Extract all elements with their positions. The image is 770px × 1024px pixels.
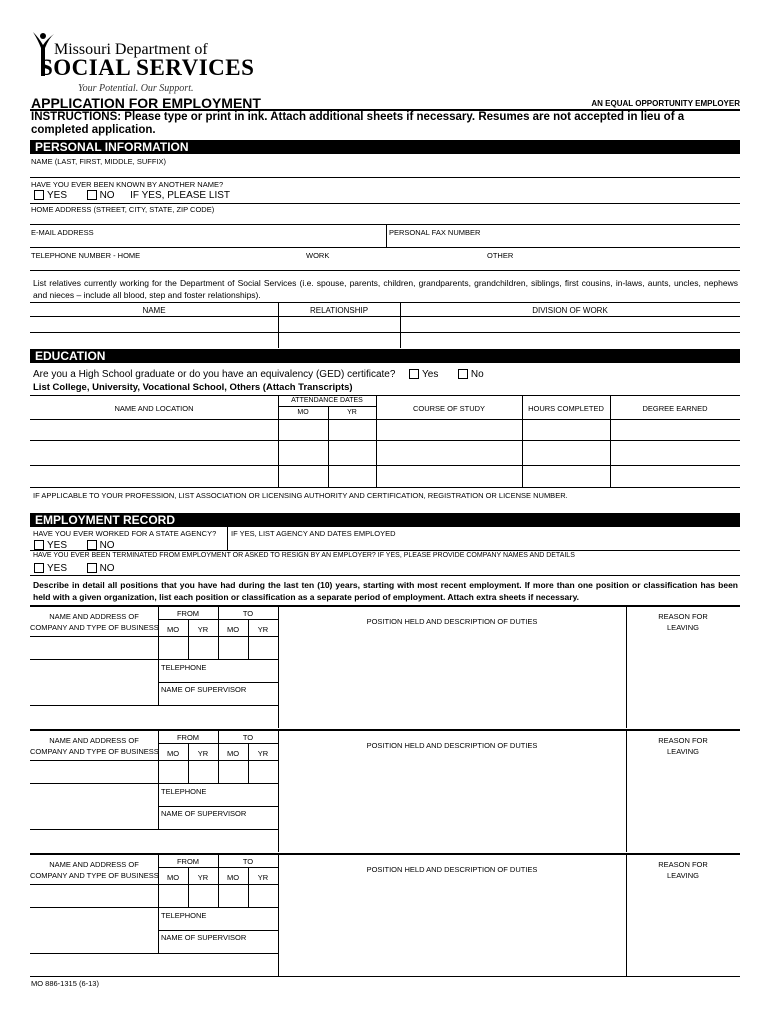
form-number: MO 886-1315 (6-13) [31, 979, 99, 988]
emp3-telephone: TELEPHONE [161, 911, 207, 920]
state-agency-list-label: IF YES, LIST AGENCY AND DATES EMPLOYED [231, 529, 396, 538]
emp2-reason2: LEAVING [667, 747, 699, 756]
emp3-to: TO [242, 857, 254, 866]
tel-work-label: WORK [306, 251, 330, 260]
emp1-reason1: REASON FOR [658, 612, 708, 621]
email-label: E-MAIL ADDRESS [31, 228, 94, 237]
emp3-reason2: LEAVING [667, 871, 699, 880]
col-name-location: NAME AND LOCATION [114, 404, 194, 413]
home-address-label: HOME ADDRESS (STREET, CITY, STATE, ZIP CODE) [31, 205, 215, 214]
emp2-to-mo: MO [226, 749, 240, 758]
state-agency-question: HAVE YOU EVER WORKED FOR A STATE AGENCY? [33, 529, 217, 538]
terminated-no-label: NO [99, 563, 115, 574]
emp3-name-line2: COMPANY AND TYPE OF BUSINESS [30, 871, 159, 880]
col-course: COURSE OF STUDY [412, 404, 486, 413]
emp3-name-line1: NAME AND ADDRESS OF [49, 860, 139, 869]
emp2-from-yr: YR [197, 749, 209, 758]
relatives-instructions: List relatives currently working for the Department of Social Services (i.e. spouse, parents, children, grandparents, grandchildren, siblings, first cousins, in-laws, aunts, uncles, nephews and nieces – include all blood, step and foster relationships). [33, 278, 738, 300]
known-yes-checkbox[interactable] [34, 190, 44, 200]
state-no-label: NO [99, 540, 115, 551]
emp1-to-mo: MO [226, 625, 240, 634]
emp1-to-yr: YR [257, 625, 269, 634]
emp3-from: FROM [176, 857, 200, 866]
state-yes-label: YES [47, 540, 68, 551]
known-no-checkbox[interactable] [87, 190, 97, 200]
terminated-question: HAVE YOU EVER BEEN TERMINATED FROM EMPLOYMENT OR ASKED TO RESIGN BY AN EMPLOYER? IF YES, PLEASE PROVIDE COMPANY NAMES AND DETAILS [33, 552, 575, 559]
known-as-label: HAVE YOU EVER BEEN KNOWN BY ANOTHER NAME? [31, 180, 224, 189]
ged-yes-checkbox[interactable] [409, 369, 419, 379]
terminated-yes-checkbox[interactable] [34, 563, 44, 573]
emp1-to: TO [242, 609, 254, 618]
terminated-no-checkbox[interactable] [87, 563, 97, 573]
tel-other-label: OTHER [487, 251, 514, 260]
ged-yes-label: Yes [422, 369, 439, 380]
state-no-checkbox[interactable] [87, 540, 97, 550]
emp2-to: TO [242, 733, 254, 742]
emp1-from-mo: MO [166, 625, 180, 634]
tel-home-label: TELEPHONE NUMBER - HOME [31, 251, 141, 260]
logo-org-line1: Missouri Department of [54, 41, 208, 58]
emp1-name-line2: COMPANY AND TYPE OF BUSINESS [30, 623, 159, 632]
state-yes-checkbox[interactable] [34, 540, 44, 550]
eoe-label: AN EQUAL OPPORTUNITY EMPLOYER [591, 99, 740, 108]
emp2-name-line1: NAME AND ADDRESS OF [49, 736, 139, 745]
instructions: INSTRUCTIONS: Please type or print in ink. Attach additional sheets if necessary. Resumes are not accepted in lieu of a completed application. [31, 111, 685, 136]
emp1-name-line1: NAME AND ADDRESS OF [49, 612, 139, 621]
emp2-from: FROM [176, 733, 200, 742]
emp2-position: POSITION HELD AND DESCRIPTION OF DUTIES [366, 741, 538, 750]
emp3-to-yr: YR [257, 873, 269, 882]
emp2-telephone: TELEPHONE [161, 787, 207, 796]
known-no-label: NO [99, 190, 115, 201]
col-name: NAME [142, 306, 166, 315]
employment-describe: Describe in detail all positions that you have had during the last ten (10) years, starting with most recent employment. If more than one position or classification has been held with a given organization, list each position or classification as a separate period of employment. Attach extra sheets if necessary. [33, 580, 738, 602]
if-yes-list-label: IF YES, PLEASE LIST [130, 190, 230, 201]
col-yr: YR [347, 409, 357, 416]
emp2-reason1: REASON FOR [658, 736, 708, 745]
license-label: IF APPLICABLE TO YOUR PROFESSION, LIST ASSOCIATION OR LICENSING AUTHORITY AND CERTIFICATION, REGISTRATION OR LICENSE NUMBER. [33, 491, 568, 500]
section-personal-information: PERSONAL INFORMATION [30, 140, 740, 154]
ged-no-label: No [470, 369, 484, 380]
emp2-from-mo: MO [166, 749, 180, 758]
emp2-to-yr: YR [257, 749, 269, 758]
emp1-reason2: LEAVING [667, 623, 699, 632]
terminated-yes-label: YES [47, 563, 68, 574]
emp3-to-mo: MO [226, 873, 240, 882]
ged-question: Are you a High School graduate or do you have an equivalency (GED) certificate? [33, 369, 396, 380]
education-list-label: List College, University, Vocational School, Others (Attach Transcripts) [33, 382, 353, 393]
col-attendance-dates: ATTENDANCE DATES [291, 397, 363, 404]
emp3-from-yr: YR [197, 873, 209, 882]
emp3-position: POSITION HELD AND DESCRIPTION OF DUTIES [366, 865, 538, 874]
section-employment-record: EMPLOYMENT RECORD [30, 513, 740, 527]
fax-label: PERSONAL FAX NUMBER [389, 228, 481, 237]
emp3-reason1: REASON FOR [658, 860, 708, 869]
emp2-name-line2: COMPANY AND TYPE OF BUSINESS [30, 747, 159, 756]
emp3-supervisor: NAME OF SUPERVISOR [161, 933, 247, 942]
col-degree: DEGREE EARNED [642, 404, 708, 413]
emp3-from-mo: MO [166, 873, 180, 882]
col-relationship: RELATIONSHIP [309, 306, 369, 315]
col-hours: HOURS COMPLETED [528, 404, 604, 413]
col-division: DIVISION OF WORK [532, 306, 608, 315]
logo-tagline: Your Potential. Our Support. [78, 83, 194, 94]
emp2-supervisor: NAME OF SUPERVISOR [161, 809, 247, 818]
known-yes-label: YES [47, 190, 68, 201]
col-mo: MO [297, 409, 309, 416]
emp1-position: POSITION HELD AND DESCRIPTION OF DUTIES [366, 617, 538, 626]
section-education: EDUCATION [30, 349, 740, 363]
emp1-telephone: TELEPHONE [161, 663, 207, 672]
emp1-from-yr: YR [197, 625, 209, 634]
name-label: NAME (LAST, FIRST, MIDDLE, SUFFIX) [31, 157, 167, 166]
logo-org-line2: SOCIAL SERVICES [40, 55, 255, 80]
page-title: APPLICATION FOR EMPLOYMENT [31, 95, 261, 111]
ged-no-checkbox[interactable] [458, 369, 468, 379]
emp1-from: FROM [176, 609, 200, 618]
emp1-supervisor: NAME OF SUPERVISOR [161, 685, 247, 694]
